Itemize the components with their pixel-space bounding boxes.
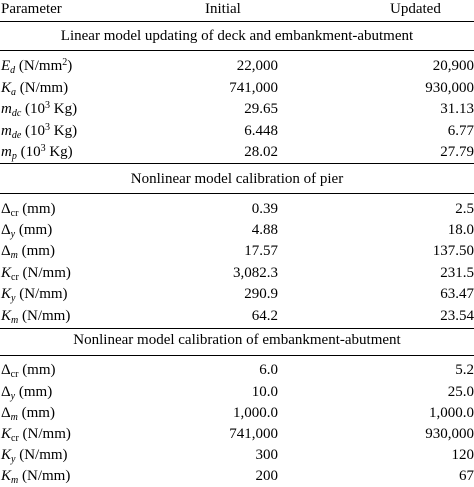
param-label: $K_{cr}$ (N/mm) (1, 262, 71, 284)
rule-line (0, 21, 474, 22)
initial-value: 3,082.3 (233, 262, 278, 284)
updated-value: 18.0 (448, 219, 474, 241)
table-row (0, 262, 474, 284)
param-label: $K_m$ (N/mm) (1, 465, 70, 487)
param-label: $K_a$ (N/mm) (1, 77, 68, 99)
param-label: $m_{dc}$ ($10^3$ Kg) (1, 98, 77, 120)
section-title-pier: Nonlinear model calibration of pier (0, 168, 474, 190)
updated-value: 137.50 (433, 240, 474, 262)
param-label: $E_d$ $(N/mm^2)$ (1, 55, 72, 77)
initial-value: 10.0 (252, 381, 278, 403)
initial-value: 64.2 (252, 305, 278, 327)
param-label: $\Delta_y$ (mm) (1, 381, 52, 403)
param-label: $\Delta_m$ (mm) (1, 402, 55, 424)
header-updated: Updated (390, 0, 441, 20)
updated-value: 930,000 (425, 423, 474, 445)
updated-value: 120 (452, 444, 474, 466)
table-row (0, 55, 474, 77)
param-label: $\Delta_{cr}$ (mm) (1, 198, 56, 220)
initial-value: 4.88 (252, 219, 278, 241)
updated-value: 6.77 (448, 120, 474, 142)
initial-value: 6.0 (259, 359, 278, 381)
param-label: $m_{de}$ ($10^3$ Kg) (1, 120, 77, 142)
updated-value: 1,000.0 (429, 402, 474, 424)
initial-value: 6.448 (244, 120, 278, 142)
table-row (0, 77, 474, 99)
param-label: $m_p$ ($10^3$ Kg) (1, 141, 73, 163)
table-row (0, 381, 474, 403)
table-row (0, 305, 474, 327)
initial-value: 17.57 (244, 240, 278, 262)
table-row (0, 240, 474, 262)
table-row (0, 402, 474, 424)
updated-value: 5.2 (455, 359, 474, 381)
table-row (0, 98, 474, 120)
param-label: $\Delta_y$ (mm) (1, 219, 52, 241)
table-row (0, 120, 474, 142)
initial-value: 1,000.0 (233, 402, 278, 424)
param-label: $K_{cr}$ (N/mm) (1, 423, 71, 445)
table-row (0, 141, 474, 163)
table-row (0, 444, 474, 466)
updated-value: 23.54 (440, 305, 474, 327)
updated-value: 31.13 (440, 98, 474, 120)
table-row (0, 465, 474, 487)
initial-value: 29.65 (244, 98, 278, 120)
table-row (0, 359, 474, 381)
initial-value: 741,000 (229, 423, 278, 445)
header-parameter: Parameter (1, 0, 62, 20)
table-row (0, 219, 474, 241)
param-label: $K_y$ (N/mm) (1, 283, 68, 305)
header-initial: Initial (205, 0, 241, 20)
param-label: $K_m$ (N/mm) (1, 305, 70, 327)
updated-value: 27.79 (440, 141, 474, 163)
table-header-row (0, 0, 474, 20)
param-label: $K_y$ (N/mm) (1, 444, 68, 466)
updated-value: 67 (459, 465, 474, 487)
section-title-linear-deck: Linear model updating of deck and embankment-abutment (0, 25, 474, 47)
table-row (0, 423, 474, 445)
param-label: $\Delta_m$ (mm) (1, 240, 55, 262)
initial-value: 22,000 (237, 55, 278, 77)
updated-value: 2.5 (455, 198, 474, 220)
initial-value: 741,000 (229, 77, 278, 99)
updated-value: 231.5 (440, 262, 474, 284)
updated-value: 25.0 (448, 381, 474, 403)
rule-line (0, 355, 474, 356)
initial-value: 28.02 (244, 141, 278, 163)
table-row (0, 198, 474, 220)
rule-line (0, 50, 474, 51)
table-row (0, 283, 474, 305)
updated-value: 930,000 (425, 77, 474, 99)
updated-value: 63.47 (440, 283, 474, 305)
initial-value: 0.39 (252, 198, 278, 220)
updated-value: 20,900 (433, 55, 474, 77)
section-title-embankment: Nonlinear model calibration of embankment-abutment (0, 329, 474, 351)
initial-value: 200 (256, 465, 279, 487)
initial-value: 290.9 (244, 283, 278, 305)
rule-line (0, 193, 474, 194)
initial-value: 300 (256, 444, 279, 466)
rule-line (0, 163, 474, 164)
param-label: $\Delta_{cr}$ (mm) (1, 359, 56, 381)
